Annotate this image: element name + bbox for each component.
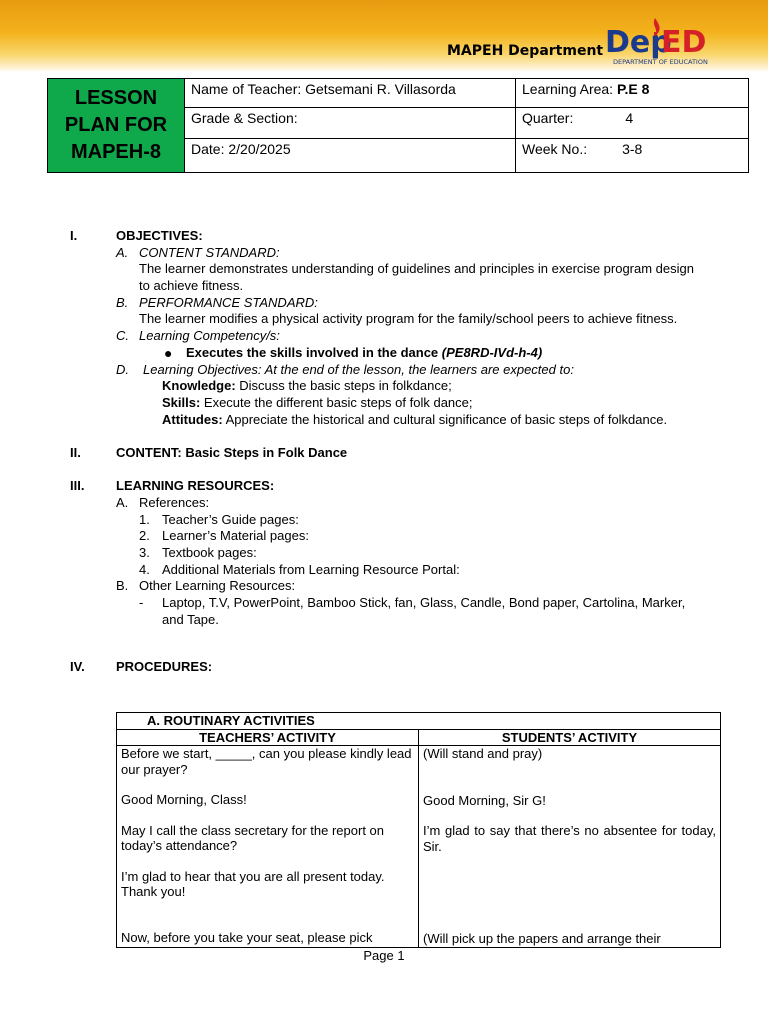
teacher-name: Name of Teacher: Getsemani R. Villasorda (185, 79, 516, 108)
title-line-2: PLAN FOR (64, 114, 168, 136)
page-number: Page 1 (363, 948, 405, 963)
student-line: I’m glad to say that there’s no absentee for today, Sir. (423, 823, 716, 854)
item-label: PERFORMANCE STANDARD: (139, 294, 318, 310)
section-title: OBJECTIVES: (116, 228, 203, 243)
references-label (0, 495, 768, 512)
knowledge-objective (0, 378, 768, 395)
procedures-heading (0, 659, 768, 676)
reference-text: Textbook pages: (162, 545, 257, 561)
week-no (516, 139, 749, 173)
content-heading (0, 445, 768, 462)
item-label: References: (139, 495, 210, 511)
content-standard-label (0, 245, 768, 262)
skills-objective (0, 395, 768, 412)
learning-objectives-label (0, 362, 768, 379)
student-line: (Will pick up the papers and arrange their (423, 931, 661, 946)
item-letter: B. (116, 578, 129, 594)
learning-area-label: Learning Area: (522, 81, 617, 97)
svg-text:ED: ED (661, 25, 707, 60)
performance-standard-label (0, 295, 768, 312)
teachers-activity-header: TEACHERS’ ACTIVITY (117, 729, 419, 746)
competency-text: Executes the skills involved in the dance (186, 344, 439, 360)
routinary-activities-table (116, 712, 721, 948)
skills-label: Skills: (162, 394, 201, 410)
attitudes-label: Attitudes: (162, 411, 223, 427)
students-activity-header: STUDENTS’ ACTIVITY (419, 729, 721, 746)
quarter-value: 4 (625, 110, 634, 126)
item-label: CONTENT STANDARD: (139, 244, 280, 260)
performance-standard-text: The learner modifies a physical activity program for the family/school peers to achieve fitness. (139, 311, 678, 327)
teacher-line: May I call the class secretary for the report on today’s attendance? (121, 822, 384, 853)
teacher-line: I’m glad to hear that you are all present today. Thank you! (121, 868, 385, 899)
svg-text:Dep: Dep (605, 25, 672, 60)
week-value: 3-8 (622, 141, 643, 157)
section-number: III. (70, 478, 85, 494)
deped-logo-icon (603, 14, 721, 68)
bullet-icon: ● (164, 344, 173, 361)
department-label: MAPEH Department (447, 43, 604, 59)
teacher-line: Before we start, _____, can you please kindly lead our prayer? (121, 746, 412, 777)
competency-bullet (0, 345, 768, 362)
lesson-date: Date: 2/20/2025 (185, 139, 516, 173)
teacher-line: Good Morning, Class! (121, 792, 247, 807)
student-line: Good Morning, Sir G! (423, 792, 546, 808)
reference-item (0, 528, 768, 545)
svg-text:DEPARTMENT OF EDUCATION: DEPARTMENT OF EDUCATION (613, 58, 708, 66)
item-letter: A. (116, 244, 129, 260)
reference-text: Additional Materials from Learning Resource Portal: (162, 561, 460, 577)
skills-text: Execute the different basic steps of folk dance; (200, 394, 473, 410)
section-number: II. (70, 444, 81, 460)
item-letter: C. (116, 328, 129, 344)
dash-bullet: - (139, 595, 144, 611)
attitudes-text: Appreciate the historical and cultural significance of basic steps of folkdance. (222, 411, 668, 427)
item-letter: D. (116, 361, 129, 377)
student-line: (Will stand and pray) (423, 746, 543, 761)
week-label: Week No.: (522, 141, 588, 157)
reference-number: 1. (139, 511, 150, 527)
quarter (516, 108, 749, 139)
content-standard-text: The learner demonstrates understanding of guidelines and principles in exercise program design to achieve fitness. (139, 261, 694, 294)
students-activity-cell (419, 746, 721, 948)
section-title: PROCEDURES: (116, 659, 213, 675)
other-resources-text: Laptop, T.V, PowerPoint, Bamboo Stick, fan, Glass, Candle, Bond paper, Cartolina, Marker, and Tape. (162, 595, 686, 627)
item-label: Learning Competency/s: (139, 328, 280, 344)
title-line-3: MAPEH-8 (70, 141, 161, 163)
item-label: Other Learning Resources: (139, 578, 296, 594)
section-number: IV. (70, 659, 85, 675)
section-title: CONTENT: Basic Steps in Folk Dance (116, 444, 348, 460)
competency-label (0, 328, 768, 345)
reference-number: 3. (139, 545, 150, 561)
deped-logo (603, 14, 721, 68)
lesson-body (0, 228, 768, 676)
other-resources-label (0, 578, 768, 595)
reference-number: 2. (139, 528, 150, 544)
item-letter: A. (116, 495, 129, 511)
reference-number: 4. (139, 561, 150, 577)
teachers-activity-cell (117, 746, 419, 948)
knowledge-text: Discuss the basic steps in folkdance; (235, 378, 452, 394)
reference-item (0, 562, 768, 579)
section-number: I. (70, 228, 78, 243)
learning-area-value: P.E 8 (616, 81, 650, 97)
reference-text: Learner’s Material pages: (162, 528, 309, 544)
knowledge-label: Knowledge: (162, 378, 236, 394)
grade-section: Grade & Section: (185, 108, 516, 139)
other-resources-item (0, 595, 768, 628)
objectives-heading (0, 228, 768, 245)
lesson-info-table (47, 78, 749, 173)
competency-code: (PE8RD-IVd-h-4) (441, 344, 543, 360)
resources-heading (0, 478, 768, 495)
teacher-line: Now, before you take your seat, please pick (121, 929, 373, 945)
reference-text: Teacher’s Guide pages: (162, 511, 299, 527)
section-title: LEARNING RESOURCES: (116, 478, 275, 494)
attitudes-objective (0, 412, 768, 429)
lesson-plan-title (48, 79, 185, 173)
reference-item (0, 545, 768, 562)
item-label: Learning Objectives: At the end of the lesson, the learners are expected to: (143, 361, 574, 377)
reference-item (0, 512, 768, 529)
title-line-1: LESSON (74, 87, 158, 109)
item-letter: B. (116, 294, 129, 310)
table-title: A. ROUTINARY ACTIVITIES (117, 713, 721, 730)
quarter-label: Quarter: (522, 110, 574, 126)
learning-area (516, 79, 749, 108)
